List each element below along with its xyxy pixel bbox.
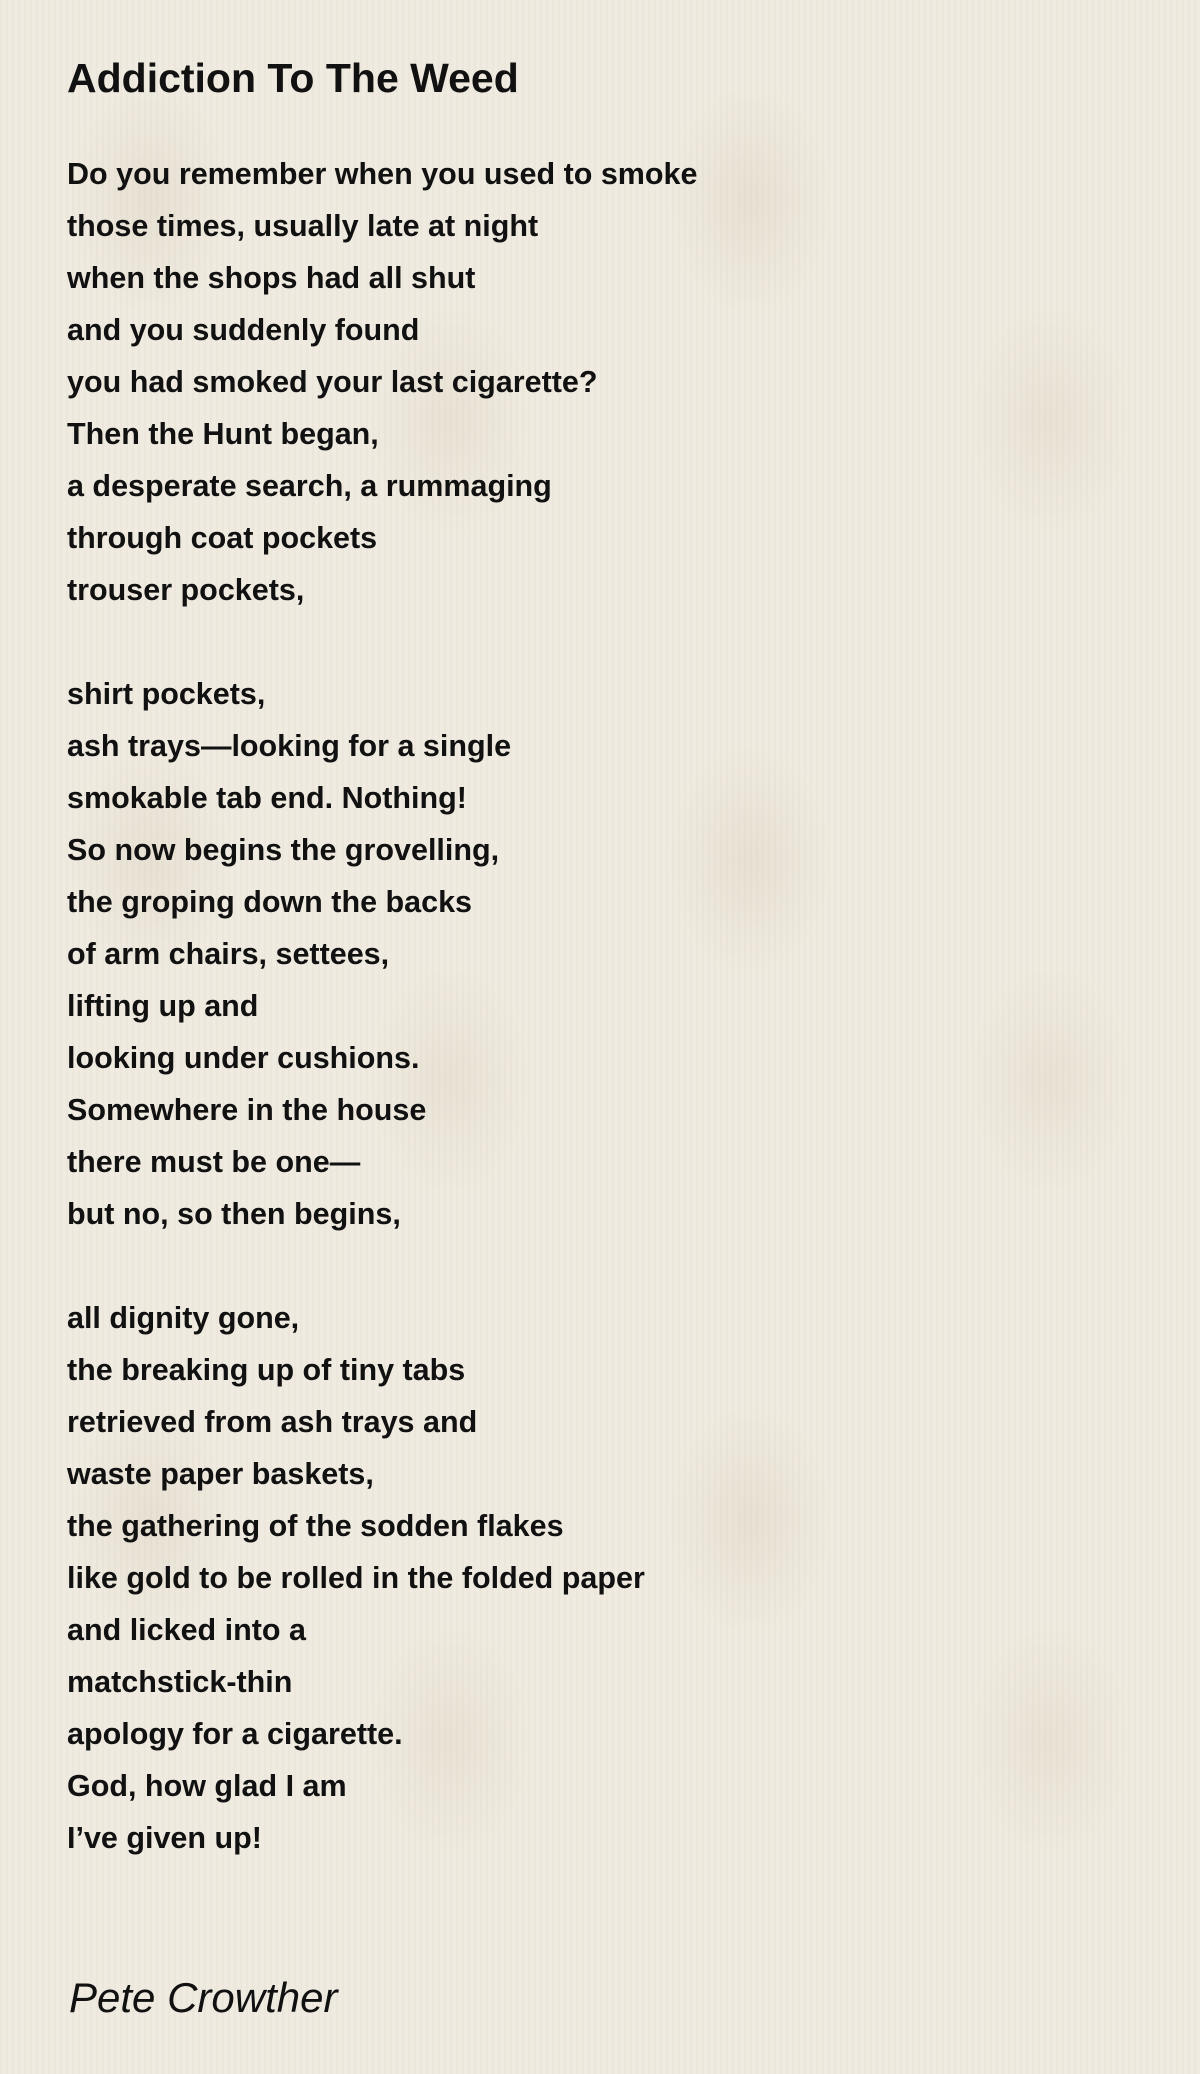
poem-line: matchstick-thin	[67, 1665, 293, 1699]
poem-line: and you suddenly found	[67, 313, 420, 347]
poem-line: lifting up and	[67, 989, 259, 1023]
poem-line: shirt pockets,	[67, 677, 266, 711]
poem-author: Pete Crowther	[69, 1974, 338, 2021]
poem-line: retrieved from ash trays and	[67, 1405, 478, 1439]
poem-line: apology for a cigarette.	[67, 1717, 403, 1751]
poem-line: through coat pockets	[67, 521, 378, 555]
poem-line: but no, so then begins,	[67, 1197, 401, 1231]
poem-line: when the shops had all shut	[67, 261, 476, 295]
poem-line: the gathering of the sodden flakes	[67, 1509, 564, 1543]
poem-line: waste paper baskets,	[67, 1457, 374, 1491]
poem-line: a desperate search, a rummaging	[67, 469, 552, 503]
poem-line: Somewhere in the house	[67, 1093, 427, 1127]
poem-body	[67, 148, 697, 1916]
poem-line: Do you remember when you used to smoke	[67, 157, 698, 191]
poem-line: those times, usually late at night	[67, 209, 539, 243]
poem-line: there must be one—	[67, 1145, 361, 1179]
poem-line: smokable tab end. Nothing!	[67, 781, 467, 815]
poem-line: Then the Hunt began,	[67, 417, 379, 451]
poem-line: like gold to be rolled in the folded paper	[67, 1561, 645, 1595]
stanza-2	[67, 668, 697, 1240]
poem-line: the groping down the backs	[67, 885, 472, 919]
poem-line: So now begins the grovelling,	[67, 833, 500, 867]
poem-line: God, how glad I am	[67, 1769, 347, 1803]
stanza-1	[67, 148, 697, 616]
poem-line: and licked into a	[67, 1613, 306, 1647]
poem-line: you had smoked your last cigarette?	[67, 365, 598, 399]
poem-line: trouser pockets,	[67, 573, 305, 607]
poem-line: looking under cushions.	[67, 1041, 420, 1075]
poem-title: Addiction To The Weed	[67, 55, 519, 101]
poem-line: ash trays—looking for a single	[67, 729, 512, 763]
poem-line: the breaking up of tiny tabs	[67, 1353, 466, 1387]
poem-line: I’ve given up!	[67, 1821, 262, 1855]
poem-line: all dignity gone,	[67, 1301, 300, 1335]
stanza-3	[67, 1292, 697, 1864]
poem-line: of arm chairs, settees,	[67, 937, 390, 971]
